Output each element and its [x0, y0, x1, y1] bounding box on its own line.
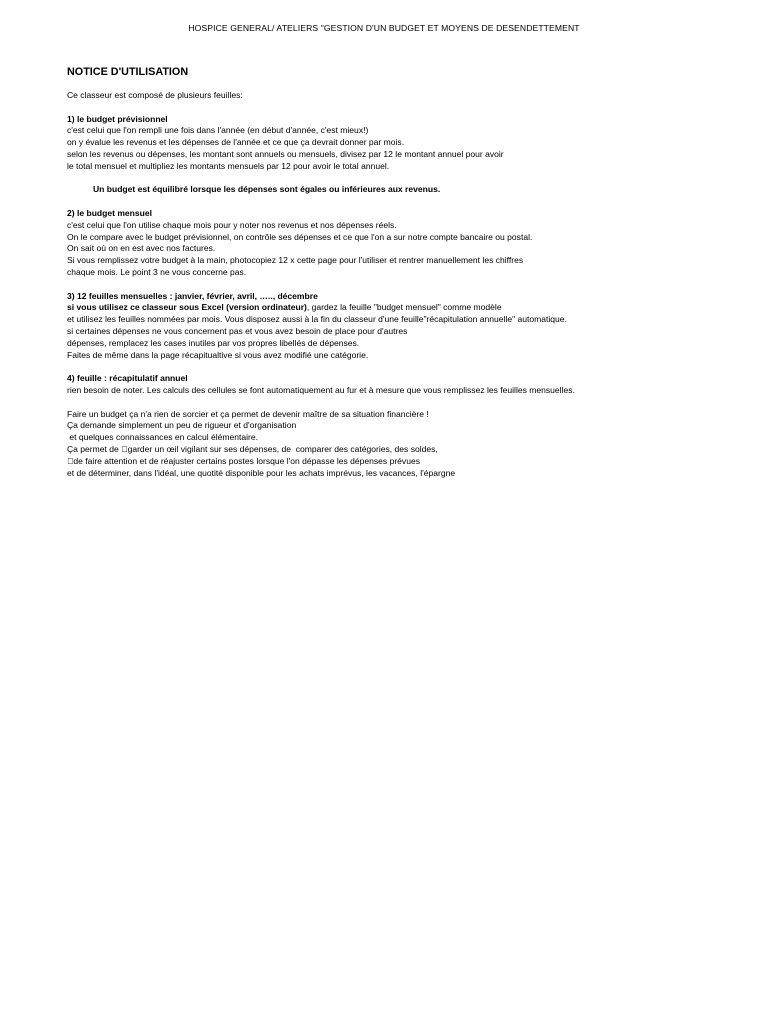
closing-line:  de faire attention et de réajuster certains postes lorsque l'on dépasse les dépenses prévues — [67, 455, 420, 466]
closing-line: et quelques connaissances en calcul élémentaire. — [67, 432, 258, 443]
spacer — [67, 196, 707, 208]
page-title: NOTICE D'UTILISATION — [67, 66, 189, 78]
section-4-line: rien besoin de noter. Les calculs des cellules se font automatiquement au fur et à mesure que vous remplissez les feuilles mensuelles. — [67, 384, 575, 395]
section-1-line: c'est celui que l'on rempli une fois dans l'année (en début d'année, c'est mieux!) — [67, 125, 369, 136]
page-header: HOSPICE GENERAL/ ATELIERS "GESTION D'UN BUDGET ET MOYENS DE DESENDETTEMENT — [188, 23, 580, 33]
document-body — [67, 90, 707, 479]
section-1-line: le total mensuel et multipliez les montants mensuels par 12 pour avoir le total annuel. — [67, 160, 390, 171]
spacer — [67, 397, 707, 409]
excel-usage-rest: , gardez la feuille "budget mensuel" comme modèle — [306, 302, 502, 313]
section-3-heading: 3) 12 feuilles mensuelles : janvier, février, avril, ….., décembre — [67, 290, 318, 301]
section-3-line: Faites de même dans la page récapitualtive si vous avez modifié une catégorie. — [67, 349, 369, 360]
section-2-line: c'est celui que l'on utilise chaque mois pour y noter nos revenus et nos dépenses réels. — [67, 219, 397, 230]
section-3-line: dépenses, remplacez les cases inutiles par vos propres libellés de dépenses. — [67, 337, 360, 348]
section-2-line: Si vous remplissez votre budget à la main, photocopiez 12 x cette page pour l'utiliser et rentrer manuellement les chiffres — [67, 255, 524, 266]
section-2-line: On sait où on en est avec nos factures. — [67, 243, 216, 254]
spacer — [67, 173, 707, 185]
section-1-heading: 1) le budget prévisionnel — [67, 113, 168, 124]
section-4-heading: 4) feuille : récapitulatif annuel — [67, 373, 188, 384]
closing-line: Ça demande simplement un peu de rigueur et d'organisation — [67, 420, 297, 431]
excel-usage-lead: si vous utilisez ce classeur sous Excel (version ordinateur) — [67, 302, 307, 313]
section-3-line: et utilisez les feuilles nommées par mois. Vous disposez aussi à la fin du classeur d'une feuille"récapitulation annuelle" automatique. — [67, 314, 567, 325]
spacer — [67, 279, 707, 291]
section-1-line: on y évalue les revenus et les dépenses de l'année et ce que ça devrait donner par mois. — [67, 137, 405, 148]
spacer — [67, 361, 707, 373]
closing-line: et de déterminer, dans l'idéal, une quotité disponible pour les achats imprévus, les vacances, l'épargne — [67, 467, 456, 478]
section-1-line: selon les revenus ou dépenses, les montant sont annuels ou mensuels, divisez par 12 le montant annuel pour avoir — [67, 148, 504, 159]
section-2-line: chaque mois. Le point 3 ne vous concerne pas. — [67, 266, 247, 277]
closing-line: Faire un budget ça n'a rien de sorcier et ça permet de devenir maître de sa situation financière ! — [67, 408, 429, 419]
balanced-budget-note: Un budget est équilibré lorsque les dépenses sont égales ou inférieures aux revenus. — [93, 184, 441, 195]
spacer — [67, 102, 707, 114]
closing-line: Ça permet de  garder un œil vigilant sur ses dépenses, de comparer des catégories, des soldes, — [67, 443, 438, 454]
section-2-heading: 2) le budget mensuel — [67, 207, 153, 218]
section-3-line — [67, 302, 707, 314]
section-2-line: On le compare avec le budget prévisionnel, on contrôle ses dépenses et ce que l'on a sur notre compte bancaire ou postal. — [67, 231, 533, 242]
intro-text: Ce classeur est composé de plusieurs feuilles: — [67, 90, 243, 100]
section-3-line: si certaines dépenses ne vous concernent pas et vous avez besoin de place pour d'autres — [67, 325, 408, 336]
